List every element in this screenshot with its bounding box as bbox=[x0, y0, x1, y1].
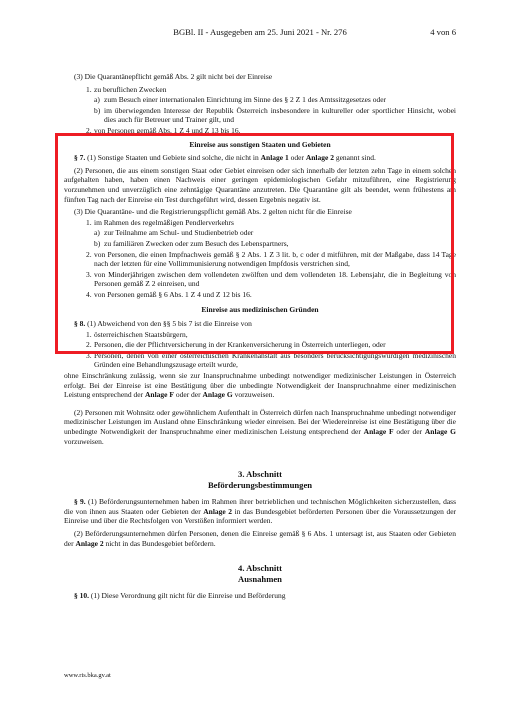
section-heading: Einreise aus sonstigen Staaten und Gebieten bbox=[189, 139, 331, 149]
paragraph: (2) Personen, die aus einem sonstigen Staat oder Gebiet einreisen oder sich innerhalb der letzten zehn Tage in einem solchen aufgehalten haben, haben einen Nachweis einer geringen epidemiologischen Gefahr mitzuführen, eine Registrierung vorzunehmen und unverzüglich eine zehntägige Quarantäne anzutreten. Die Quarantäne gilt als beendet, wenn frühestens am fünften Tag nach der Einreise ein Test durchgeführt wird, dessen Ergebnis negativ ist. bbox=[64, 165, 456, 204]
list-item: 3. Personen, denen von einer österreichischen Krankenanstalt aus besonders berücksichtigungswürdigen medizinischen Gründen eine Behandlungszusage erteilt wurde, bbox=[86, 350, 456, 370]
list-item: 3. von Minderjährigen zwischen dem vollendeten zwölften und dem vollendeten 18. Lebensjahr, die in Begleitung von Personen gemäß Z 2 einreisen, und bbox=[86, 269, 456, 289]
paragraph: § 8. (1) Abweichend von den §§ 5 bis 7 ist die Einreise von bbox=[74, 319, 252, 329]
paragraph: (3) Die Quarantäne- und die Registrierungspflicht gemäß Abs. 2 gelten nicht für die Einreise bbox=[74, 207, 352, 217]
list-item: b) zu familiären Zwecken oder zum Besuch des Lebenspartners, bbox=[94, 238, 289, 248]
chapter-title: 4. Abschnitt bbox=[238, 563, 282, 574]
list-item: a) zum Besuch einer internationalen Einrichtung im Sinne des § 2 Z 1 des Amtssitzgesetzes oder bbox=[94, 95, 387, 105]
list-item: 2. Personen, die der Pflichtversicherung in der Krankenversicherung in Österreich unterliegen, oder bbox=[86, 340, 386, 350]
paragraph: § 10. (1) Diese Verordnung gilt nicht für die Einreise und Beförderung bbox=[74, 591, 286, 601]
list-item: 1. zu beruflichen Zwecken bbox=[86, 84, 167, 94]
paragraph: (2) Personen mit Wohnsitz oder gewöhnlichem Aufenthalt in Österreich dürfen nach Inanspruchnahme unbedingt notwendiger medizinischer Leistungen im Ausland ohne Einschränkung wieder einreisen. Bei der Wiedereinreise ist eine Bestätigung über die unbedingte Notwendigkeit der Inanspruchnahme einer medizinischen Leistung entsprechend der Anlage F oder der Anlage G vorzuweisen. bbox=[64, 407, 456, 446]
header-page-number: 4 von 6 bbox=[430, 27, 456, 37]
header-title: BGBl. II - Ausgegeben am 25. Juni 2021 - Nr. 276 bbox=[173, 27, 347, 37]
footer-url[interactable]: www.ris.bka.gv.at bbox=[64, 672, 111, 679]
chapter-subtitle: Beförderungsbestimmungen bbox=[207, 480, 313, 491]
list-item: 2. von Personen gemäß Abs. 1 Z 4 und Z 13 bis 16. bbox=[86, 125, 241, 135]
list-item: a) zur Teilnahme am Schul- und Studienbetrieb oder bbox=[94, 228, 254, 238]
paragraph: ohne Einschränkung zulässig, wenn sie zur Inanspruchnahme unbedingt notwendiger medizinischer Leistungen in Österreich erfolgt. Bei der Einreise ist eine Bestätigung über die unbedingte Notwendigkeit der Inanspruchnahme einer medizinischen Leistung entsprechend der Anlage F oder der Anlage G vorzuweisen. bbox=[64, 371, 456, 400]
paragraph: (3) Die Quarantänepflicht gemäß Abs. 2 gilt nicht bei der Einreise bbox=[74, 72, 273, 81]
paragraph: (2) Beförderungsunternehmen dürfen Personen, denen die Einreise gemäß § 6 Abs. 1 untersagt ist, aus Staaten oder Gebieten der Anlage 2 nicht in das Bundesgebiet befördern. bbox=[64, 528, 456, 548]
chapter-subtitle: Ausnahmen bbox=[238, 574, 282, 585]
chapter-title: 3. Abschnitt bbox=[238, 469, 282, 480]
list-item: 1. im Rahmen des regelmäßigen Pendlerverkehrs bbox=[86, 217, 234, 227]
list-item: b) im überwiegenden Interesse der Republik Österreich insbesondere in kultureller oder sportlicher Hinsicht, wobei dies auch für Betreuer und Trainer gilt, und bbox=[94, 105, 456, 125]
page-header bbox=[64, 27, 456, 39]
paragraph: § 7. (1) Sonstige Staaten und Gebiete sind solche, die nicht in Anlage 1 oder Anlage 2 genannt sind. bbox=[74, 153, 376, 163]
list-item: 4. von Personen gemäß § 6 Abs. 1 Z 4 und Z 12 bis 16. bbox=[86, 289, 252, 299]
section-heading: Einreise aus medizinischen Gründen bbox=[201, 305, 319, 315]
list-item: 1. österreichischen Staatsbürgern, bbox=[86, 329, 188, 339]
list-item: 2. von Personen, die einen Impfnachweis gemäß § 2 Abs. 1 Z 3 lit. b, c oder d mitführen, mit der Maßgabe, dass 14 Tage nach der letzten für eine Vollimmunisierung notwendigen Impfdosis verstrichen sind, bbox=[86, 249, 456, 269]
paragraph: § 9. (1) Beförderungsunternehmen haben im Rahmen ihrer betrieblichen und technischen Möglichkeiten sicherzustellen, dass die von ihnen aus Staaten oder Gebieten der Anlage 2 in das Bundesgebiet beförderten Personen über die Voraussetzungen der Einreise und über die Rechtsfolgen von Verstößen informiert werden. bbox=[64, 497, 457, 526]
document-body bbox=[64, 72, 456, 604]
